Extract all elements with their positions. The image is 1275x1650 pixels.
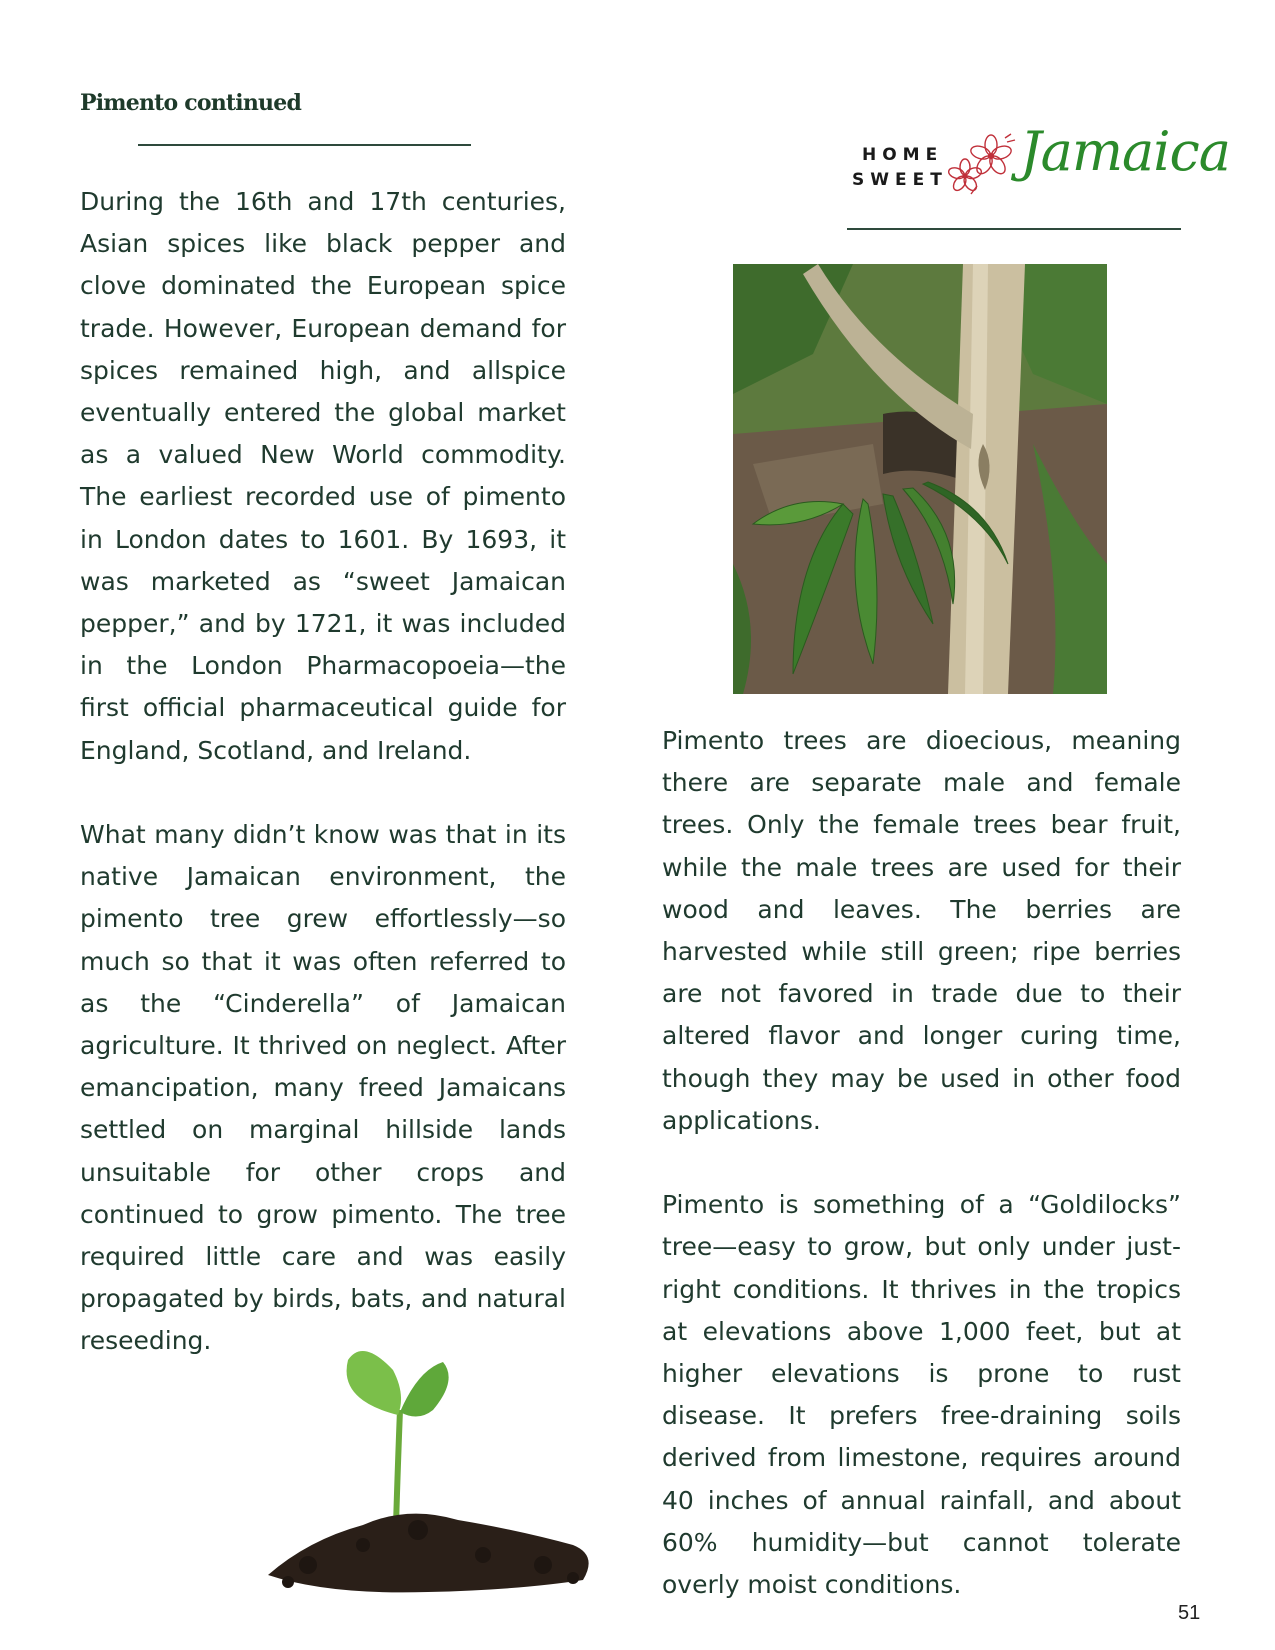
pimento-tree-photo — [733, 264, 1107, 694]
home-sweet-jamaica-logo — [850, 120, 1230, 210]
left-paragraph-1: During the 16th and 17th centuries, Asian spices like black pepper and clove dominated the European spice trade. However, European demand for spices remained high, and allspice eventually entered the global market as a valued New World commodity. The earliest recorded use of pimento in London dates to 1601. By 1693, it was marketed as “sweet Jamaican pepper,” and by 1721, it was included in the London Pharmacopoeia—the first official pharmaceutical guide for England, Scotland, and Ireland. — [80, 187, 566, 765]
logo-home-text: HOME — [862, 145, 944, 165]
right-column — [662, 720, 1181, 1606]
page-number: 51 — [1178, 1602, 1201, 1624]
logo-sweet-text: SWEET — [852, 170, 948, 190]
sprout-in-soil-illustration — [268, 1340, 598, 1600]
section-title: Pimento continued — [80, 90, 302, 116]
right-paragraph-1: Pimento trees are dioecious, meaning there are separate male and female trees. Only the female trees bear fruit, while the male trees are used for their wood and leaves. The berries are harvested while still green; ripe berries are not favored in trade due to their altered flavor and longer curing time, though they may be used in other food applications. — [662, 726, 1181, 1135]
logo-divider — [847, 228, 1181, 230]
left-column — [80, 181, 566, 1363]
left-paragraph-2: What many didn’t know was that in its native Jamaican environment, the pimento tree grew effortlessly—so much so that it was often referred to as the “Cinderella” of Jamaican agriculture. It thrived on neglect. After emancipation, many freed Jamaicans settled on marginal hillside lands unsuitable for other crops and continued to grow pimento. The tree required little care and was easily propagated by birds, bats, and natural reseeding. — [80, 820, 566, 1356]
title-divider — [138, 144, 471, 146]
logo-script-jamaica: Jamaica — [1020, 120, 1230, 183]
hibiscus-flowers-icon — [947, 130, 1019, 200]
right-paragraph-2: Pimento is something of a “Goldilocks” tree—easy to grow, but only under just-right conditions. It thrives in the tropics at elevations above 1,000 feet, but at higher elevations is prone to rust disease. It prefers free-draining soils derived from limestone, requires around 40 inches of annual rainfall, and about 60% humidity—but cannot tolerate overly moist conditions. — [662, 1190, 1181, 1600]
